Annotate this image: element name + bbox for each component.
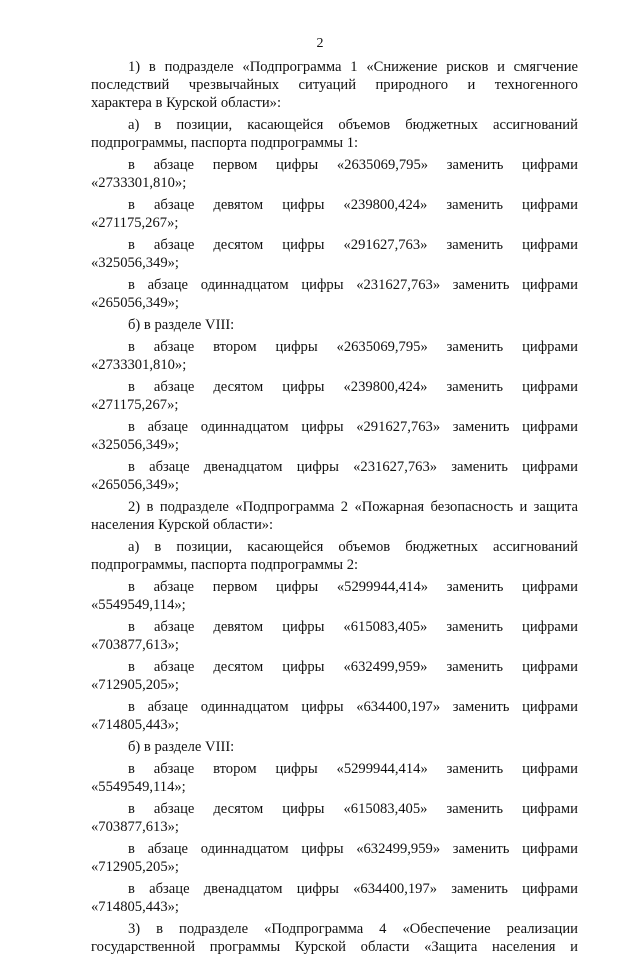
word: цифрами — [522, 157, 578, 173]
word: «2635069,795» — [336, 339, 428, 355]
word: в — [128, 579, 135, 595]
word: десятом — [213, 237, 264, 253]
text-line — [91, 658, 578, 676]
word: ассигнований — [492, 117, 578, 133]
text-line: б) в разделе VIII: — [128, 317, 235, 333]
word: «615083,405» — [343, 619, 428, 635]
word: заменить — [451, 881, 508, 897]
word: цифры — [282, 379, 325, 395]
word: одиннадцатом — [200, 419, 289, 435]
word: 4 — [379, 921, 387, 937]
word: заменить — [446, 761, 504, 777]
text-line: «5549549,114»; — [91, 597, 186, 613]
word: «239800,424» — [343, 197, 428, 213]
word: абзаце — [153, 379, 195, 395]
text-line: «265056,349»; — [91, 295, 179, 311]
text-line: «325056,349»; — [91, 437, 179, 453]
word: бюджетных — [405, 117, 478, 133]
word: цифры — [276, 157, 319, 173]
word: «2635069,795» — [336, 157, 429, 173]
word: и — [467, 77, 476, 93]
word: и — [570, 939, 578, 955]
word: ассигнований — [492, 539, 578, 555]
word: цифрами — [522, 619, 578, 635]
text-line — [91, 116, 578, 134]
text-line: «712905,205»; — [91, 859, 179, 875]
word: двенадцатом — [203, 459, 283, 475]
word: заменить — [452, 277, 510, 293]
word: в — [128, 659, 135, 675]
text-line: «2733301,810»; — [91, 175, 187, 191]
word: десятом — [213, 801, 264, 817]
word: «Подпрограмма — [264, 921, 364, 937]
word: абзаце — [147, 277, 189, 293]
word: «291627,763» — [343, 237, 428, 253]
word: подразделе — [159, 499, 229, 515]
text-line: «714805,443»; — [91, 899, 179, 915]
word: цифры — [301, 277, 344, 293]
text-line — [91, 938, 578, 956]
text-line: «703877,613»; — [91, 819, 179, 835]
word: первом — [212, 579, 258, 595]
word: «632499,959» — [356, 841, 441, 857]
word: заменить — [446, 659, 504, 675]
word: абзаце — [153, 197, 195, 213]
word: подразделе — [164, 59, 234, 75]
word: абзаце — [153, 579, 195, 595]
text-line: характера в Курской области»: — [91, 95, 282, 111]
word: цифры — [275, 761, 318, 777]
word: цифрами — [522, 579, 578, 595]
word: «231627,763» — [353, 459, 438, 475]
word: цифры — [301, 841, 344, 857]
text-line: «2733301,810»; — [91, 357, 187, 373]
word: втором — [213, 761, 257, 777]
word: девятом — [213, 197, 264, 213]
word: в — [128, 277, 135, 293]
text-line: «5549549,114»; — [91, 779, 186, 795]
word: в — [128, 197, 135, 213]
word: 3) — [128, 921, 141, 937]
word: цифры — [301, 699, 344, 715]
word: позиции, — [176, 539, 233, 555]
word: цифрами — [522, 339, 578, 355]
word: абзаце — [147, 841, 189, 857]
word: безопасность — [430, 499, 514, 515]
word: 2 — [340, 499, 349, 515]
word: абзаце — [149, 881, 190, 897]
word: природного — [375, 77, 449, 93]
word: заменить — [452, 841, 510, 857]
text-line — [91, 76, 578, 94]
word: цифрами — [522, 881, 578, 897]
text-line — [91, 236, 578, 254]
word: цифры — [296, 881, 339, 897]
word: заменить — [446, 619, 503, 635]
text-line: «265056,349»; — [91, 477, 179, 493]
word: смягчение — [513, 59, 578, 75]
text-line — [91, 338, 578, 356]
word: «Подпрограмма — [242, 59, 342, 75]
word: заменить — [446, 801, 504, 817]
word: девятом — [213, 619, 264, 635]
word: в — [128, 379, 135, 395]
word: заменить — [446, 157, 504, 173]
word: а) — [128, 117, 140, 133]
word: абзаце — [153, 659, 195, 675]
text-line — [91, 276, 578, 294]
word: цифры — [275, 339, 318, 355]
word: одиннадцатом — [200, 841, 289, 857]
word: в — [128, 157, 135, 173]
document-text — [91, 58, 578, 956]
word: населения — [491, 939, 556, 955]
text-line: подпрограммы, паспорта подпрограммы 1: — [91, 135, 359, 151]
word: цифры — [296, 459, 339, 475]
word: цифры — [282, 659, 325, 675]
text-line: населения Курской области»: — [91, 517, 274, 533]
word: одиннадцатом — [200, 277, 289, 293]
word: втором — [213, 339, 257, 355]
word: «5299944,414» — [336, 579, 429, 595]
word: и — [497, 59, 505, 75]
page-number: 2 — [316, 36, 324, 51]
word: абзаце — [149, 459, 190, 475]
word: абзаце — [153, 237, 195, 253]
word: в — [128, 801, 135, 817]
word: чрезвычайных — [188, 77, 280, 93]
word: подразделе — [179, 921, 249, 937]
word: цифрами — [522, 419, 578, 435]
word: цифрами — [522, 761, 578, 777]
text-line — [91, 58, 578, 76]
word: касающейся — [247, 539, 324, 555]
word: и — [519, 499, 528, 515]
word: в — [128, 339, 135, 355]
word: заменить — [446, 379, 504, 395]
word: цифрами — [522, 801, 578, 817]
text-line — [91, 458, 578, 476]
word: государственной — [91, 939, 196, 955]
word: цифры — [282, 197, 325, 213]
word: цифрами — [522, 197, 578, 213]
word: цифрами — [522, 659, 578, 675]
word: «239800,424» — [343, 379, 428, 395]
word: заменить — [446, 197, 503, 213]
word: объемов — [338, 539, 391, 555]
word: заменить — [446, 339, 504, 355]
text-line — [91, 578, 578, 596]
word: первом — [212, 157, 258, 173]
word: программы — [209, 939, 281, 955]
word: в — [128, 761, 135, 777]
text-line: «714805,443»; — [91, 717, 179, 733]
word: в — [154, 539, 162, 555]
word: «231627,763» — [356, 277, 441, 293]
word: заменить — [451, 459, 508, 475]
text-line: б) в разделе VIII: — [128, 739, 235, 755]
word: десятом — [213, 659, 264, 675]
word: в — [128, 237, 135, 253]
word: «Защита — [424, 939, 478, 955]
word: абзаце — [153, 339, 195, 355]
word: одиннадцатом — [200, 699, 289, 715]
word: в — [154, 117, 162, 133]
word: в — [128, 841, 135, 857]
word: абзаце — [147, 699, 189, 715]
text-line — [91, 760, 578, 778]
word: «Пожарная — [354, 499, 425, 515]
word: «632499,959» — [343, 659, 428, 675]
text-line — [91, 538, 578, 556]
word: реализации — [506, 921, 578, 937]
word: 2) — [128, 499, 141, 515]
text-line — [91, 618, 578, 636]
text-line — [91, 418, 578, 436]
text-line: «325056,349»; — [91, 255, 179, 271]
word: «Подпрограмма — [235, 499, 335, 515]
text-line — [91, 698, 578, 716]
word: цифрами — [522, 237, 578, 253]
word: цифры — [282, 801, 325, 817]
word: в — [128, 699, 135, 715]
word: цифрами — [522, 459, 578, 475]
text-line: «703877,613»; — [91, 637, 179, 653]
word: объемов — [338, 117, 391, 133]
word: десятом — [213, 379, 264, 395]
word: заменить — [452, 419, 510, 435]
text-line: «271175,267»; — [91, 397, 179, 413]
word: абзаце — [153, 157, 195, 173]
word: в — [156, 921, 164, 937]
text-line: подпрограммы, паспорта подпрограммы 2: — [91, 557, 359, 573]
word: 1 — [350, 59, 358, 75]
word: техногенного — [494, 77, 578, 93]
word: абзаце — [153, 619, 195, 635]
text-line: «271175,267»; — [91, 215, 179, 231]
word: цифрами — [522, 841, 578, 857]
text-line — [91, 156, 578, 174]
word: Курской — [294, 939, 346, 955]
word: в — [128, 459, 135, 475]
word: последствий — [91, 77, 170, 93]
word: абзаце — [153, 801, 195, 817]
word: цифры — [276, 579, 319, 595]
text-line — [91, 880, 578, 898]
word: а) — [128, 539, 140, 555]
word: абзаце — [153, 761, 195, 777]
word: цифрами — [522, 379, 578, 395]
word: в — [148, 59, 156, 75]
word: рисков — [446, 59, 489, 75]
word: позиции, — [176, 117, 233, 133]
word: в — [146, 499, 154, 515]
word: цифры — [282, 619, 325, 635]
word: «Снижение — [366, 59, 438, 75]
word: «634400,197» — [353, 881, 438, 897]
text-line — [91, 378, 578, 396]
word: двенадцатом — [203, 881, 283, 897]
word: касающейся — [247, 117, 324, 133]
word: «634400,197» — [356, 699, 441, 715]
word: заменить — [446, 579, 504, 595]
word: цифры — [282, 237, 325, 253]
word: абзаце — [147, 419, 189, 435]
word: цифрами — [522, 277, 578, 293]
text-line: «712905,205»; — [91, 677, 179, 693]
word: цифры — [301, 419, 344, 435]
word: заменить — [446, 237, 504, 253]
word: бюджетных — [405, 539, 478, 555]
word: ситуаций — [298, 77, 357, 93]
word: «291627,763» — [356, 419, 441, 435]
word: 1) — [128, 59, 141, 75]
text-line — [91, 840, 578, 858]
word: заменить — [452, 699, 510, 715]
text-line — [91, 800, 578, 818]
word: в — [128, 419, 135, 435]
text-line — [91, 920, 578, 938]
word: в — [128, 619, 135, 635]
text-line — [91, 196, 578, 214]
text-line — [91, 498, 578, 516]
word: цифрами — [522, 699, 578, 715]
word: «5299944,414» — [336, 761, 428, 777]
word: защита — [533, 499, 578, 515]
word: области — [360, 939, 410, 955]
word: «615083,405» — [343, 801, 428, 817]
word: в — [128, 881, 135, 897]
word: «Обеспечение — [402, 921, 491, 937]
